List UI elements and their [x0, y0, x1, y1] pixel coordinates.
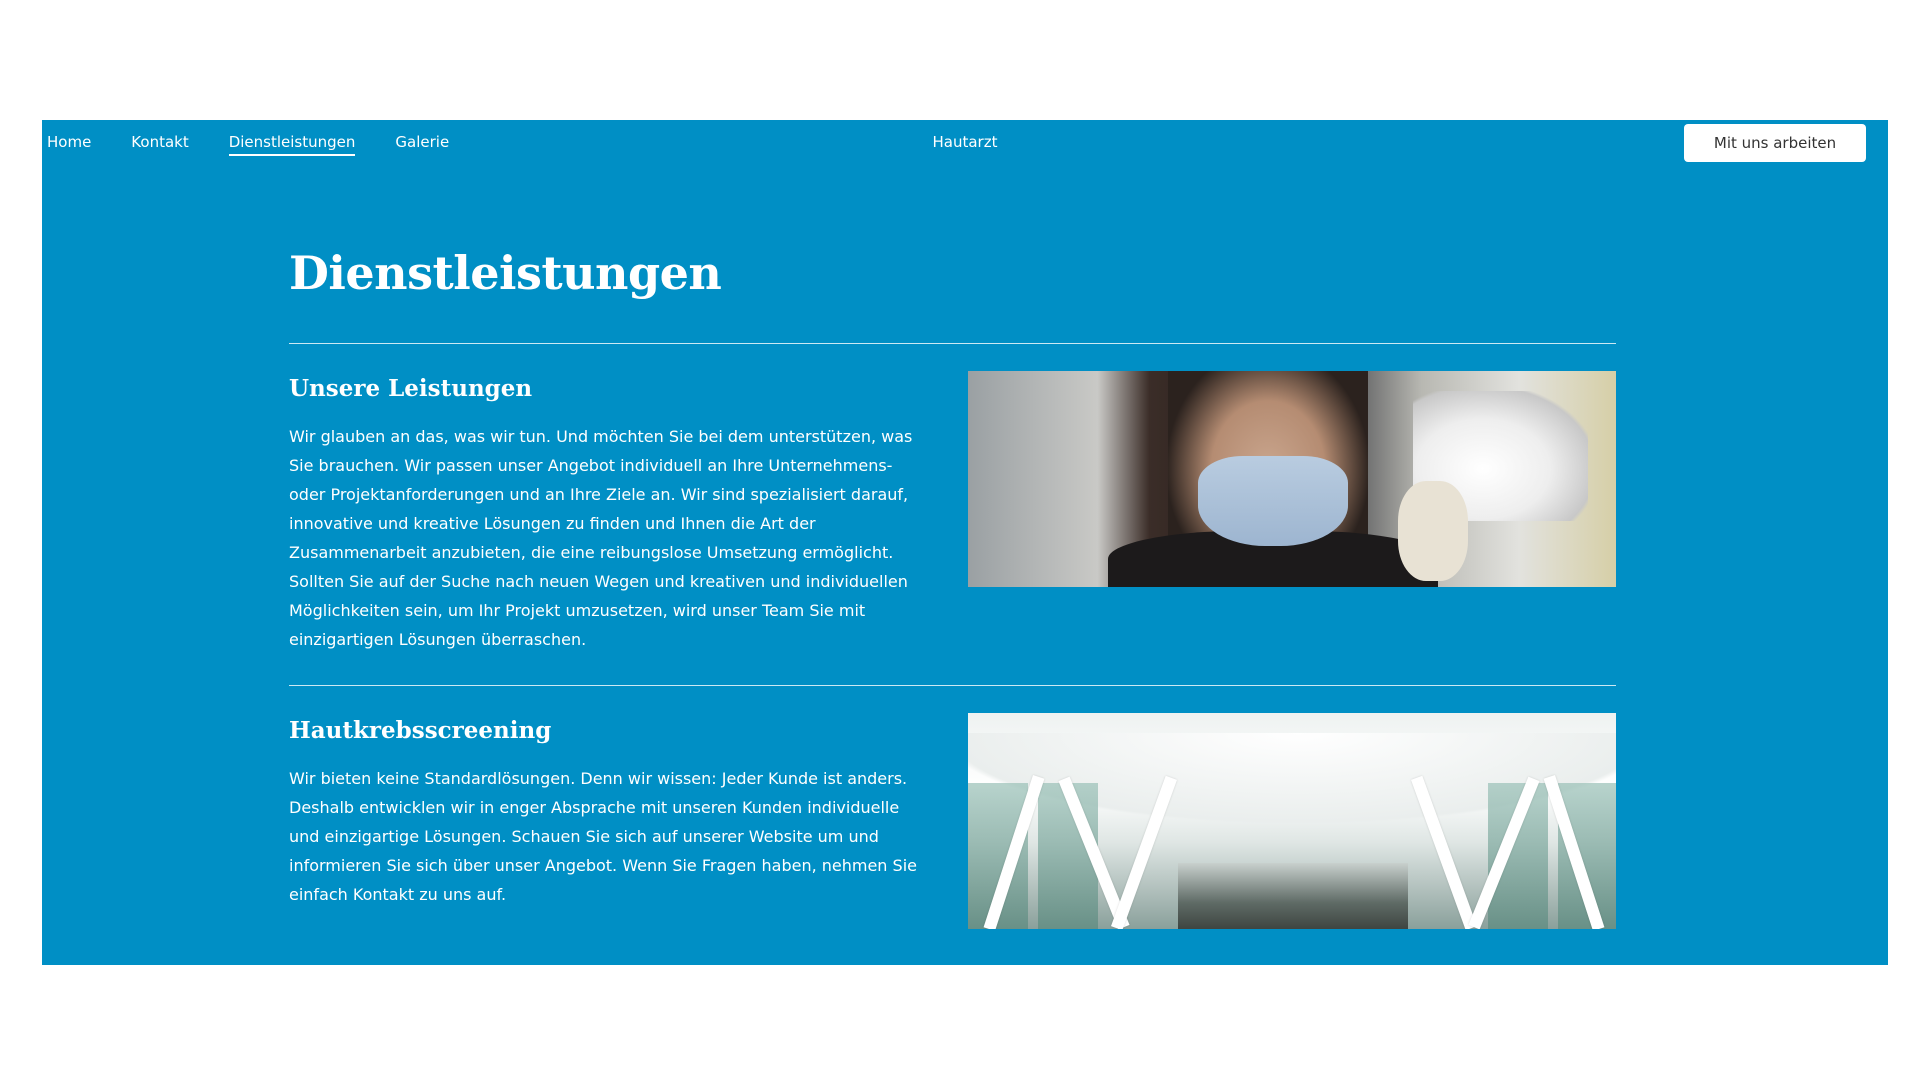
- section-body: Wir bieten keine Standardlösungen. Denn wir wissen: Jeder Kunde ist anders. Deshalb entwicklen wir in enger Absprache mit unseren Kunden individuelle und einzigartige Lösungen. Schauen Sie sich auf unserer Website um und informieren Sie sich über unser Angebot. Wenn Sie Fragen haben, nehmen Sie einfach Kontakt zu uns auf.: [289, 768, 917, 904]
- top-navigation: [42, 120, 1888, 166]
- photo-mask: [1198, 456, 1348, 546]
- corridor-photo: [968, 713, 1616, 929]
- dentist-photo: [968, 371, 1616, 587]
- photo-glove: [1398, 481, 1468, 581]
- nav-link-galerie[interactable]: Galerie: [395, 133, 450, 151]
- section-text: [289, 713, 929, 929]
- service-section: [289, 686, 1616, 960]
- main-content: [289, 248, 1616, 960]
- page-title: Dienstleistungen: [289, 246, 722, 300]
- site-frame: [42, 120, 1888, 965]
- section-heading: Hautkrebsscreening: [289, 716, 552, 744]
- service-section: [289, 344, 1616, 685]
- section-text: [289, 371, 929, 654]
- photo-corridor-end: [1178, 863, 1408, 929]
- section-body: Wir glauben an das, was wir tun. Und möchten Sie bei dem unterstützen, was Sie brauchen. Wir passen unser Angebot individuell an Ihre Unternehmens- oder Projektanforderungen und an Ihre Ziele an. Wir sind spezialisiert darauf, innovative und kreative Lösungen zu finden und Ihnen die Art der Zusammenarbeit anzubieten, die eine reibungslose Umsetzung ermöglicht. Sollten Sie auf der Suche nach neuen Wegen und kreativen und individuellen Möglichkeiten sein, um Ihr Projekt umzusetzen, wird unser Team Sie mit einzigartigen Lösungen überraschen.: [289, 426, 913, 649]
- section-heading: Unsere Leistungen: [289, 374, 533, 402]
- nav-link-home[interactable]: Home: [47, 133, 92, 151]
- site-brand[interactable]: Hautarzt: [932, 133, 998, 151]
- nav-links: [47, 133, 449, 156]
- nav-link-kontakt[interactable]: Kontakt: [131, 133, 189, 151]
- work-with-us-button[interactable]: Mit uns arbeiten: [1684, 124, 1866, 162]
- nav-link-dienstleistungen[interactable]: Dienstleistungen: [229, 133, 356, 156]
